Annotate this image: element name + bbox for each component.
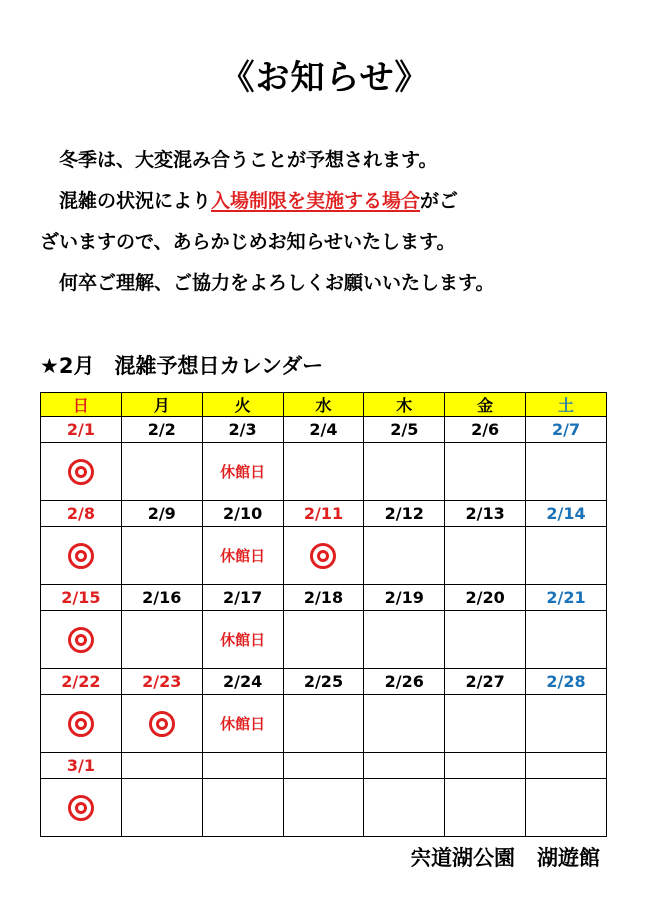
date-cell: 2/28 (526, 669, 607, 695)
crowd-calendar (40, 392, 607, 837)
date-cell: 2/18 (283, 585, 364, 611)
status-cell (41, 611, 122, 669)
status-cell (445, 611, 526, 669)
status-cell (41, 695, 122, 753)
calendar-title (40, 350, 323, 380)
weekday-sat: 土 (526, 393, 607, 417)
status-cell (364, 611, 445, 669)
week-1-status (41, 443, 607, 501)
date-cell: 2/14 (526, 501, 607, 527)
status-cell (364, 779, 445, 837)
status-cell (121, 779, 202, 837)
status-cell (41, 443, 122, 501)
status-cell (526, 611, 607, 669)
weekday-wed: 水 (283, 393, 364, 417)
crowded-double-circle-icon (68, 627, 94, 653)
status-cell (364, 695, 445, 753)
date-cell: 2/15 (41, 585, 122, 611)
week-1-dates (41, 417, 607, 443)
weekday-sun: 日 (41, 393, 122, 417)
week-3-dates (41, 585, 607, 611)
entry-restriction-highlight: 入場制限を実施する場合 (211, 190, 421, 212)
notice-text (40, 140, 620, 304)
status-cell (364, 527, 445, 585)
status-cell (283, 443, 364, 501)
weekday-thu: 木 (364, 393, 445, 417)
date-cell: 2/25 (283, 669, 364, 695)
date-cell (283, 753, 364, 779)
page-title: 《お知らせ》 (220, 58, 430, 98)
status-cell (283, 527, 364, 585)
calendar-title-text: 混雑予想日カレンダー (114, 354, 324, 378)
date-cell: 2/23 (121, 669, 202, 695)
hall-name: 湖遊館 (537, 846, 600, 870)
closed-day-label: 休館日 (202, 695, 283, 753)
closed-day-label: 休館日 (202, 443, 283, 501)
date-cell: 2/21 (526, 585, 607, 611)
status-cell (202, 779, 283, 837)
date-cell: 2/19 (364, 585, 445, 611)
week-4-dates (41, 669, 607, 695)
status-cell (283, 779, 364, 837)
status-cell (283, 611, 364, 669)
closed-day-label: 休館日 (202, 611, 283, 669)
notice-line-2 (40, 181, 620, 222)
status-cell (445, 695, 526, 753)
date-cell: 2/5 (364, 417, 445, 443)
date-cell (364, 753, 445, 779)
status-cell (283, 695, 364, 753)
status-cell (121, 527, 202, 585)
notice-line-1: 冬季は、大変混み合うことが予想されます。 (59, 149, 438, 171)
date-cell: 2/27 (445, 669, 526, 695)
date-cell (445, 753, 526, 779)
week-2-dates (41, 501, 607, 527)
week-2-status (41, 527, 607, 585)
status-cell (445, 443, 526, 501)
notice-line-3: ざいますので、あらかじめお知らせいたします。 (40, 231, 456, 253)
date-cell: 2/7 (526, 417, 607, 443)
weekday-mon: 月 (121, 393, 202, 417)
date-cell: 2/4 (283, 417, 364, 443)
date-cell: 2/3 (202, 417, 283, 443)
crowded-double-circle-icon (310, 543, 336, 569)
weekday-header-row (41, 393, 607, 417)
date-cell: 2/1 (41, 417, 122, 443)
status-cell (41, 527, 122, 585)
date-cell: 2/6 (445, 417, 526, 443)
date-cell: 2/9 (121, 501, 202, 527)
date-cell: 2/26 (364, 669, 445, 695)
date-cell: 2/8 (41, 501, 122, 527)
crowded-double-circle-icon (149, 711, 175, 737)
status-cell (526, 527, 607, 585)
status-cell (526, 695, 607, 753)
date-cell: 2/13 (445, 501, 526, 527)
date-cell: 2/11 (283, 501, 364, 527)
status-cell (445, 527, 526, 585)
notice-line-4: 何卒ご理解、ご協力をよろしくお願いいたします。 (59, 272, 495, 294)
date-cell: 2/17 (202, 585, 283, 611)
status-cell (41, 779, 122, 837)
notice-line-2-pre: 混雑の状況により (59, 190, 212, 212)
date-cell (202, 753, 283, 779)
crowded-double-circle-icon (68, 795, 94, 821)
status-cell (526, 443, 607, 501)
week-5-status (41, 779, 607, 837)
calendar-title-month: ★2月 (40, 354, 95, 378)
weekday-tue: 火 (202, 393, 283, 417)
facility-name (410, 842, 600, 872)
date-cell (526, 753, 607, 779)
status-cell (121, 443, 202, 501)
closed-day-label: 休館日 (202, 527, 283, 585)
crowded-double-circle-icon (68, 459, 94, 485)
date-cell: 2/12 (364, 501, 445, 527)
date-cell: 2/20 (445, 585, 526, 611)
week-3-status (41, 611, 607, 669)
status-cell (121, 695, 202, 753)
status-cell (526, 779, 607, 837)
week-4-status (41, 695, 607, 753)
status-cell (121, 611, 202, 669)
date-cell: 2/2 (121, 417, 202, 443)
date-cell: 3/1 (41, 753, 122, 779)
crowded-double-circle-icon (68, 543, 94, 569)
weekday-fri: 金 (445, 393, 526, 417)
date-cell: 2/10 (202, 501, 283, 527)
notice-line-2-post: がご (420, 190, 459, 212)
date-cell (121, 753, 202, 779)
date-cell: 2/16 (121, 585, 202, 611)
park-name: 宍道湖公園 (410, 846, 515, 870)
week-5-dates (41, 753, 607, 779)
date-cell: 2/22 (41, 669, 122, 695)
crowded-double-circle-icon (68, 711, 94, 737)
status-cell (364, 443, 445, 501)
date-cell: 2/24 (202, 669, 283, 695)
status-cell (445, 779, 526, 837)
